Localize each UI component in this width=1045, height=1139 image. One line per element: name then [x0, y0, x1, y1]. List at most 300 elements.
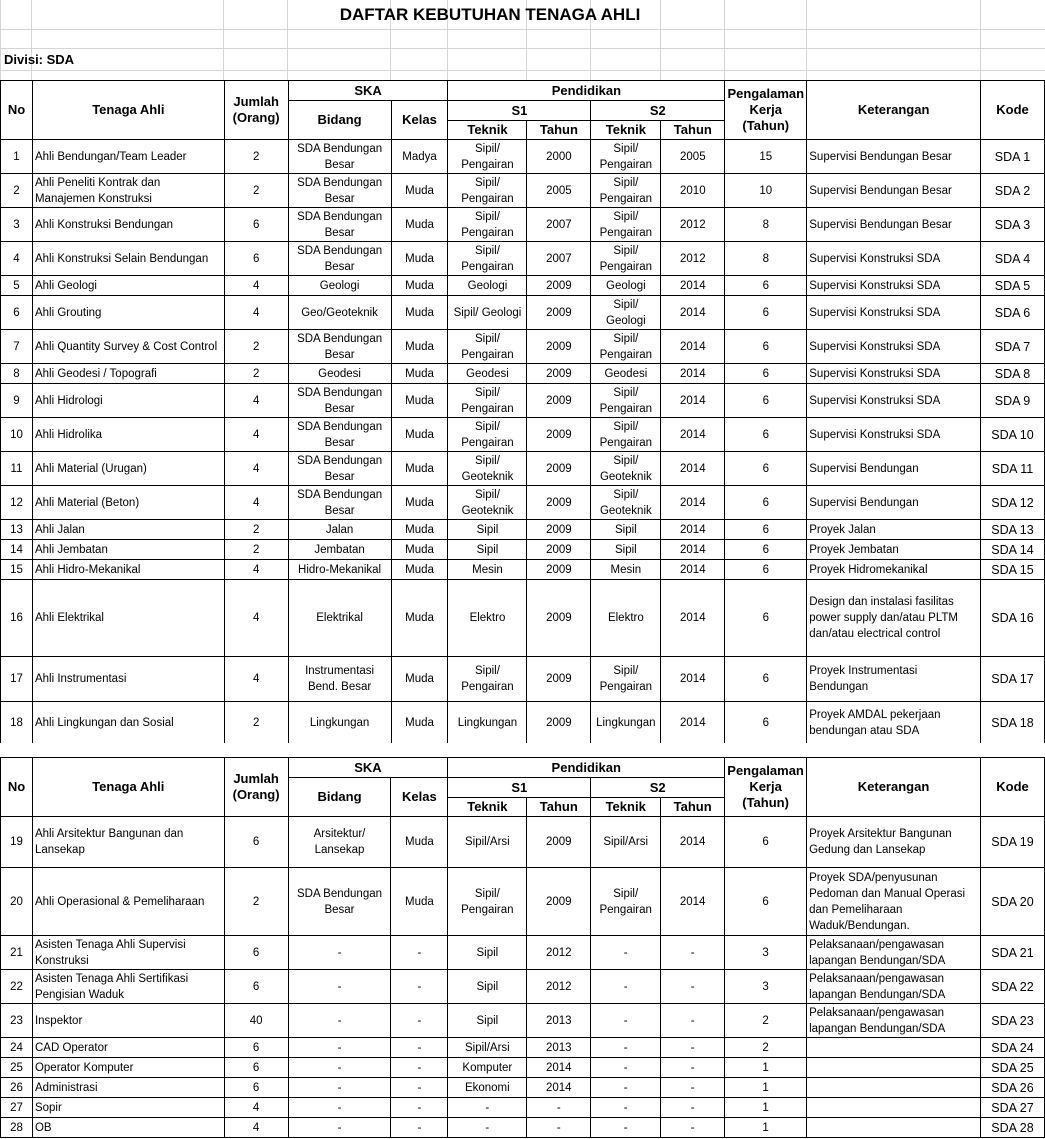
cell-keterangan[interactable]: Supervisi Bendungan [807, 486, 981, 520]
cell-tenaga-ahli[interactable]: Ahli Elektrikal [32, 580, 224, 657]
cell-jumlah[interactable]: 4 [224, 580, 288, 657]
cell-s2-teknik[interactable]: Sipil/ Pengairan [591, 208, 661, 242]
cell-keterangan[interactable] [807, 1058, 981, 1078]
cell-jumlah[interactable]: 4 [224, 1098, 288, 1118]
cell-s2-tahun[interactable]: - [661, 1078, 725, 1098]
cell-tenaga-ahli[interactable]: Ahli Quantity Survey & Cost Control [32, 330, 224, 364]
cell-kelas[interactable]: - [391, 1078, 448, 1098]
cell-s1-tahun[interactable]: 2009 [527, 418, 591, 452]
cell-tenaga-ahli[interactable]: Ahli Instrumentasi [32, 657, 224, 702]
cell-jumlah[interactable]: 6 [224, 208, 288, 242]
cell-no[interactable]: 8 [1, 364, 33, 384]
cell-s1-tahun[interactable]: 2009 [527, 868, 591, 936]
cell-s2-tahun[interactable]: 2014 [661, 540, 725, 560]
cell-keterangan[interactable]: Proyek Hidromekanikal [807, 560, 981, 580]
cell-tenaga-ahli[interactable]: Ahli Jalan [32, 520, 224, 540]
cell-no[interactable]: 27 [1, 1098, 33, 1118]
cell-pengalaman[interactable]: 1 [725, 1098, 807, 1118]
cell-jumlah[interactable]: 4 [224, 296, 288, 330]
cell-bidang[interactable]: SDA Bendungan Besar [288, 452, 391, 486]
cell-kode[interactable]: SDA 2 [980, 174, 1044, 208]
cell-bidang[interactable]: Geodesi [288, 364, 391, 384]
cell-kode[interactable]: SDA 13 [980, 520, 1044, 540]
cell-no[interactable]: 18 [1, 702, 33, 744]
cell-pengalaman[interactable]: 6 [725, 657, 807, 702]
cell-bidang[interactable]: Lingkungan [288, 702, 391, 744]
header-ska[interactable]: SKA [288, 81, 448, 101]
header-tenaga-ahli[interactable]: Tenaga Ahli [32, 758, 224, 817]
cell-s1-tahun[interactable]: 2009 [527, 657, 591, 702]
cell-kelas[interactable]: Muda [391, 868, 448, 936]
cell-s1-tahun[interactable]: 2009 [527, 276, 591, 296]
cell-s1-tahun[interactable]: 2009 [527, 702, 591, 744]
cell-s1-tahun[interactable]: 2007 [527, 208, 591, 242]
cell-s2-tahun[interactable]: 2014 [661, 868, 725, 936]
header-kode[interactable]: Kode [980, 81, 1044, 140]
cell-bidang[interactable]: SDA Bendungan Besar [288, 174, 391, 208]
cell-keterangan[interactable]: Proyek AMDAL pekerjaan bendungan atau SDA [807, 702, 981, 744]
cell-pengalaman[interactable]: 6 [725, 817, 807, 868]
cell-kelas[interactable]: - [391, 1058, 448, 1078]
cell-s2-tahun[interactable]: - [661, 936, 725, 970]
cell-jumlah[interactable]: 4 [224, 276, 288, 296]
cell-s1-tahun[interactable]: - [527, 1098, 591, 1118]
cell-bidang[interactable]: Hidro-Mekanikal [288, 560, 391, 580]
cell-tenaga-ahli[interactable]: Ahli Konstruksi Bendungan [32, 208, 224, 242]
header-keterangan[interactable]: Keterangan [807, 758, 981, 817]
cell-s1-tahun[interactable]: 2009 [527, 540, 591, 560]
cell-kelas[interactable]: Muda [391, 560, 448, 580]
cell-s1-tahun[interactable]: 2005 [527, 174, 591, 208]
cell-s2-tahun[interactable]: 2012 [661, 242, 725, 276]
cell-s1-teknik[interactable]: Sipil [448, 520, 527, 540]
cell-kode[interactable]: SDA 18 [980, 702, 1044, 744]
cell-no[interactable]: 2 [1, 174, 33, 208]
cell-kelas[interactable]: - [391, 1038, 448, 1058]
cell-no[interactable]: 7 [1, 330, 33, 364]
cell-s2-tahun[interactable]: 2014 [661, 486, 725, 520]
cell-jumlah[interactable]: 4 [224, 384, 288, 418]
cell-no[interactable]: 23 [1, 1004, 33, 1038]
cell-pengalaman[interactable]: 6 [725, 560, 807, 580]
cell-tenaga-ahli[interactable]: Ahli Geologi [32, 276, 224, 296]
header-s2-tahun[interactable]: Tahun [661, 798, 725, 817]
cell-jumlah[interactable]: 4 [224, 1118, 288, 1138]
cell-jumlah[interactable]: 4 [224, 657, 288, 702]
cell-keterangan[interactable]: Supervisi Konstruksi SDA [807, 276, 981, 296]
cell-s1-teknik[interactable]: Sipil/ Pengairan [448, 868, 527, 936]
cell-s1-tahun[interactable]: 2009 [527, 296, 591, 330]
cell-s1-teknik[interactable]: Sipil/ Pengairan [448, 174, 527, 208]
cell-bidang[interactable]: SDA Bendungan Besar [288, 208, 391, 242]
header-pendidikan[interactable]: Pendidikan [448, 81, 725, 101]
cell-s1-tahun[interactable]: 2009 [527, 330, 591, 364]
cell-s2-tahun[interactable]: - [661, 970, 725, 1004]
cell-jumlah[interactable]: 4 [224, 418, 288, 452]
cell-s2-teknik[interactable]: Sipil/ Pengairan [591, 657, 661, 702]
cell-s2-teknik[interactable]: Sipil [591, 540, 661, 560]
cell-no[interactable]: 21 [1, 936, 33, 970]
cell-s1-tahun[interactable]: 2000 [527, 140, 591, 174]
cell-pengalaman[interactable]: 6 [725, 868, 807, 936]
cell-kelas[interactable]: Muda [391, 702, 448, 744]
cell-kelas[interactable]: Muda [391, 330, 448, 364]
cell-kelas[interactable]: - [391, 1004, 448, 1038]
cell-s1-teknik[interactable]: Komputer [448, 1058, 527, 1078]
cell-tenaga-ahli[interactable]: CAD Operator [32, 1038, 224, 1058]
cell-kelas[interactable]: Muda [391, 817, 448, 868]
cell-tenaga-ahli[interactable]: Sopir [32, 1098, 224, 1118]
cell-bidang[interactable]: - [288, 970, 391, 1004]
cell-s2-teknik[interactable]: Sipil [591, 520, 661, 540]
cell-kode[interactable]: SDA 12 [980, 486, 1044, 520]
cell-keterangan[interactable]: Supervisi Konstruksi SDA [807, 418, 981, 452]
cell-jumlah[interactable]: 4 [224, 560, 288, 580]
cell-keterangan[interactable] [807, 1078, 981, 1098]
cell-s2-teknik[interactable]: Elektro [591, 580, 661, 657]
cell-pengalaman[interactable]: 8 [725, 208, 807, 242]
header-jumlah[interactable]: Jumlah (Orang) [224, 81, 288, 140]
cell-tenaga-ahli[interactable]: Ahli Hidrologi [32, 384, 224, 418]
header-bidang[interactable]: Bidang [288, 778, 391, 817]
header-s2-teknik[interactable]: Teknik [591, 121, 661, 140]
header-s1-teknik[interactable]: Teknik [448, 121, 527, 140]
cell-pengalaman[interactable]: 2 [725, 1004, 807, 1038]
cell-no[interactable]: 26 [1, 1078, 33, 1098]
cell-pengalaman[interactable]: 6 [725, 702, 807, 744]
cell-jumlah[interactable]: 2 [224, 364, 288, 384]
cell-s1-teknik[interactable]: Elektro [448, 580, 527, 657]
header-ska[interactable]: SKA [288, 758, 448, 778]
cell-jumlah[interactable]: 4 [224, 452, 288, 486]
cell-tenaga-ahli[interactable]: Ahli Peneliti Kontrak dan Manajemen Konstruksi [32, 174, 224, 208]
cell-tenaga-ahli[interactable]: Inspektor [32, 1004, 224, 1038]
cell-pengalaman[interactable]: 1 [725, 1118, 807, 1138]
cell-pengalaman[interactable]: 6 [725, 418, 807, 452]
cell-s2-teknik[interactable]: - [591, 1118, 661, 1138]
cell-jumlah[interactable]: 6 [224, 1078, 288, 1098]
cell-s1-teknik[interactable]: Sipil/ Pengairan [448, 208, 527, 242]
cell-bidang[interactable]: - [288, 1058, 391, 1078]
cell-keterangan[interactable]: Proyek SDA/penyusunan Pedoman dan Manual Operasi dan Pemeliharaan Waduk/Bendungan. [807, 868, 981, 936]
cell-s1-tahun[interactable]: 2014 [527, 1058, 591, 1078]
cell-kode[interactable]: SDA 15 [980, 560, 1044, 580]
cell-bidang[interactable]: SDA Bendungan Besar [288, 868, 391, 936]
cell-bidang[interactable]: SDA Bendungan Besar [288, 330, 391, 364]
cell-no[interactable]: 10 [1, 418, 33, 452]
cell-kelas[interactable]: - [391, 1098, 448, 1118]
cell-s2-teknik[interactable]: Sipil/ Geoteknik [591, 452, 661, 486]
cell-keterangan[interactable]: Supervisi Bendungan [807, 452, 981, 486]
cell-s1-teknik[interactable]: Lingkungan [448, 702, 527, 744]
cell-keterangan[interactable]: Supervisi Bendungan Besar [807, 174, 981, 208]
cell-kode[interactable]: SDA 9 [980, 384, 1044, 418]
cell-s2-tahun[interactable]: 2005 [661, 140, 725, 174]
cell-s1-tahun[interactable]: 2009 [527, 580, 591, 657]
cell-s2-tahun[interactable]: 2014 [661, 276, 725, 296]
cell-pengalaman[interactable]: 1 [725, 1058, 807, 1078]
cell-pengalaman[interactable]: 6 [725, 580, 807, 657]
cell-keterangan[interactable]: Supervisi Konstruksi SDA [807, 364, 981, 384]
header-jumlah[interactable]: Jumlah (Orang) [224, 758, 288, 817]
cell-no[interactable]: 3 [1, 208, 33, 242]
cell-s1-teknik[interactable]: Sipil/ Geoteknik [448, 452, 527, 486]
cell-no[interactable]: 22 [1, 970, 33, 1004]
cell-kelas[interactable]: Muda [391, 486, 448, 520]
cell-bidang[interactable]: Jalan [288, 520, 391, 540]
cell-kelas[interactable]: Muda [391, 657, 448, 702]
cell-s1-tahun[interactable]: 2014 [527, 1078, 591, 1098]
cell-s2-teknik[interactable]: Sipil/ Pengairan [591, 384, 661, 418]
cell-keterangan[interactable]: Pelaksanaan/pengawasan lapangan Bendungan/SDA [807, 936, 981, 970]
cell-kode[interactable]: SDA 3 [980, 208, 1044, 242]
cell-no[interactable]: 9 [1, 384, 33, 418]
cell-pengalaman[interactable]: 6 [725, 520, 807, 540]
cell-jumlah[interactable]: 2 [224, 174, 288, 208]
header-tenaga-ahli[interactable]: Tenaga Ahli [32, 81, 224, 140]
cell-kelas[interactable]: Muda [391, 384, 448, 418]
cell-no[interactable]: 28 [1, 1118, 33, 1138]
cell-s1-teknik[interactable]: Sipil [448, 936, 527, 970]
cell-kelas[interactable]: - [391, 1118, 448, 1138]
cell-s1-teknik[interactable]: Geodesi [448, 364, 527, 384]
cell-s2-teknik[interactable]: Sipil/ Pengairan [591, 330, 661, 364]
cell-jumlah[interactable]: 2 [224, 520, 288, 540]
cell-keterangan[interactable]: Supervisi Konstruksi SDA [807, 296, 981, 330]
cell-keterangan[interactable]: Pelaksanaan/pengawasan lapangan Bendungan/SDA [807, 1004, 981, 1038]
cell-tenaga-ahli[interactable]: Ahli Hidrolika [32, 418, 224, 452]
cell-keterangan[interactable]: Design dan instalasi fasilitas power supply dan/atau PLTM dan/atau electrical control [807, 580, 981, 657]
cell-s1-teknik[interactable]: Sipil/ Geoteknik [448, 486, 527, 520]
cell-s2-teknik[interactable]: Sipil/ Pengairan [591, 418, 661, 452]
cell-kode[interactable]: SDA 11 [980, 452, 1044, 486]
cell-bidang[interactable]: - [288, 936, 391, 970]
cell-kode[interactable]: SDA 19 [980, 817, 1044, 868]
cell-no[interactable]: 25 [1, 1058, 33, 1078]
cell-keterangan[interactable]: Proyek Arsitektur Bangunan Gedung dan Lansekap [807, 817, 981, 868]
cell-s2-tahun[interactable]: 2014 [661, 418, 725, 452]
cell-no[interactable]: 20 [1, 868, 33, 936]
header-kode[interactable]: Kode [980, 758, 1044, 817]
cell-tenaga-ahli[interactable]: Ahli Material (Beton) [32, 486, 224, 520]
cell-kode[interactable]: SDA 21 [980, 936, 1044, 970]
cell-kelas[interactable]: Muda [391, 540, 448, 560]
cell-tenaga-ahli[interactable]: Ahli Geodesi / Topografi [32, 364, 224, 384]
cell-s1-tahun[interactable]: - [527, 1118, 591, 1138]
cell-pengalaman[interactable]: 3 [725, 970, 807, 1004]
cell-keterangan[interactable]: Supervisi Konstruksi SDA [807, 242, 981, 276]
cell-keterangan[interactable]: Supervisi Konstruksi SDA [807, 330, 981, 364]
cell-no[interactable]: 19 [1, 817, 33, 868]
cell-jumlah[interactable]: 2 [224, 140, 288, 174]
cell-s2-tahun[interactable]: - [661, 1004, 725, 1038]
cell-s2-tahun[interactable]: 2014 [661, 452, 725, 486]
cell-s2-teknik[interactable]: Lingkungan [591, 702, 661, 744]
cell-tenaga-ahli[interactable]: Ahli Operasional & Pemeliharaan [32, 868, 224, 936]
cell-kelas[interactable]: Muda [391, 174, 448, 208]
cell-tenaga-ahli[interactable]: Ahli Arsitektur Bangunan dan Lansekap [32, 817, 224, 868]
cell-no[interactable]: 17 [1, 657, 33, 702]
cell-s2-teknik[interactable]: - [591, 1098, 661, 1118]
cell-kode[interactable]: SDA 6 [980, 296, 1044, 330]
header-s2-tahun[interactable]: Tahun [661, 121, 725, 140]
cell-jumlah[interactable]: 6 [224, 970, 288, 1004]
cell-tenaga-ahli[interactable]: Asisten Tenaga Ahli Supervisi Konstruksi [32, 936, 224, 970]
cell-jumlah[interactable]: 2 [224, 540, 288, 560]
divisi-label[interactable]: Divisi: SDA [4, 52, 75, 67]
cell-bidang[interactable]: Elektrikal [288, 580, 391, 657]
header-s2[interactable]: S2 [591, 101, 725, 121]
cell-jumlah[interactable]: 6 [224, 817, 288, 868]
cell-s1-teknik[interactable]: Sipil/ Pengairan [448, 242, 527, 276]
cell-bidang[interactable]: - [288, 1004, 391, 1038]
cell-jumlah[interactable]: 6 [224, 1058, 288, 1078]
cell-s1-teknik[interactable]: Sipil/ Pengairan [448, 140, 527, 174]
cell-s2-tahun[interactable]: 2014 [661, 817, 725, 868]
cell-bidang[interactable]: SDA Bendungan Besar [288, 140, 391, 174]
cell-bidang[interactable]: - [288, 1078, 391, 1098]
cell-kode[interactable]: SDA 5 [980, 276, 1044, 296]
cell-tenaga-ahli[interactable]: Administrasi [32, 1078, 224, 1098]
cell-pengalaman[interactable]: 6 [725, 540, 807, 560]
cell-tenaga-ahli[interactable]: OB [32, 1118, 224, 1138]
cell-s2-teknik[interactable]: - [591, 1004, 661, 1038]
cell-s2-tahun[interactable]: 2014 [661, 560, 725, 580]
cell-no[interactable]: 24 [1, 1038, 33, 1058]
cell-s2-tahun[interactable]: 2014 [661, 364, 725, 384]
cell-no[interactable]: 16 [1, 580, 33, 657]
cell-bidang[interactable]: Geo/Geoteknik [288, 296, 391, 330]
cell-s2-teknik[interactable]: - [591, 936, 661, 970]
cell-kode[interactable]: SDA 22 [980, 970, 1044, 1004]
cell-pengalaman[interactable]: 2 [725, 1038, 807, 1058]
cell-s2-teknik[interactable]: Sipil/ Pengairan [591, 174, 661, 208]
cell-bidang[interactable]: SDA Bendungan Besar [288, 486, 391, 520]
cell-s1-tahun[interactable]: 2009 [527, 560, 591, 580]
cell-bidang[interactable]: - [288, 1118, 391, 1138]
cell-s2-tahun[interactable]: - [661, 1058, 725, 1078]
cell-no[interactable]: 13 [1, 520, 33, 540]
header-s1-tahun[interactable]: Tahun [527, 798, 591, 817]
cell-kode[interactable]: SDA 20 [980, 868, 1044, 936]
cell-kelas[interactable]: Muda [391, 208, 448, 242]
header-no[interactable]: No [1, 758, 33, 817]
cell-s2-tahun[interactable]: 2014 [661, 296, 725, 330]
cell-kelas[interactable]: Muda [391, 276, 448, 296]
cell-s2-tahun[interactable]: - [661, 1038, 725, 1058]
header-s1[interactable]: S1 [448, 778, 591, 798]
cell-kelas[interactable]: Muda [391, 452, 448, 486]
cell-s2-teknik[interactable]: - [591, 1078, 661, 1098]
cell-keterangan[interactable]: Supervisi Bendungan Besar [807, 140, 981, 174]
cell-kode[interactable]: SDA 23 [980, 1004, 1044, 1038]
cell-kode[interactable]: SDA 28 [980, 1118, 1044, 1138]
cell-tenaga-ahli[interactable]: Operator Komputer [32, 1058, 224, 1078]
cell-s2-teknik[interactable]: Sipil/ Pengairan [591, 242, 661, 276]
cell-s2-tahun[interactable]: 2010 [661, 174, 725, 208]
cell-jumlah[interactable]: 2 [224, 330, 288, 364]
cell-s1-teknik[interactable]: Sipil/ Pengairan [448, 330, 527, 364]
cell-pengalaman[interactable]: 6 [725, 330, 807, 364]
cell-keterangan[interactable]: Supervisi Bendungan Besar [807, 208, 981, 242]
cell-s1-tahun[interactable]: 2009 [527, 486, 591, 520]
header-s2-teknik[interactable]: Teknik [591, 798, 661, 817]
cell-s1-teknik[interactable]: Sipil/ Pengairan [448, 384, 527, 418]
cell-bidang[interactable]: SDA Bendungan Besar [288, 418, 391, 452]
cell-s1-teknik[interactable]: Sipil [448, 1004, 527, 1038]
cell-s2-tahun[interactable]: 2014 [661, 580, 725, 657]
cell-pengalaman[interactable]: 6 [725, 384, 807, 418]
cell-tenaga-ahli[interactable]: Ahli Lingkungan dan Sosial [32, 702, 224, 744]
cell-s1-tahun[interactable]: 2009 [527, 384, 591, 418]
cell-bidang[interactable]: - [288, 1098, 391, 1118]
cell-pengalaman[interactable]: 8 [725, 242, 807, 276]
cell-jumlah[interactable]: 4 [224, 486, 288, 520]
cell-s1-teknik[interactable]: Sipil/Arsi [448, 817, 527, 868]
cell-pengalaman[interactable]: 3 [725, 936, 807, 970]
cell-s2-teknik[interactable]: Sipil/ Geologi [591, 296, 661, 330]
cell-tenaga-ahli[interactable]: Ahli Jembatan [32, 540, 224, 560]
cell-s2-teknik[interactable]: Sipil/Arsi [591, 817, 661, 868]
cell-tenaga-ahli[interactable]: Ahli Grouting [32, 296, 224, 330]
cell-kelas[interactable]: - [391, 936, 448, 970]
cell-jumlah[interactable]: 40 [224, 1004, 288, 1038]
cell-bidang[interactable]: SDA Bendungan Besar [288, 242, 391, 276]
cell-jumlah[interactable]: 6 [224, 1038, 288, 1058]
cell-kelas[interactable]: Madya [391, 140, 448, 174]
cell-pengalaman[interactable]: 15 [725, 140, 807, 174]
header-s1[interactable]: S1 [448, 101, 591, 121]
cell-jumlah[interactable]: 2 [224, 702, 288, 744]
cell-kelas[interactable]: Muda [391, 242, 448, 276]
cell-s2-teknik[interactable]: Sipil/ Pengairan [591, 868, 661, 936]
cell-s1-tahun[interactable]: 2012 [527, 936, 591, 970]
cell-jumlah[interactable]: 6 [224, 936, 288, 970]
cell-kelas[interactable]: Muda [391, 418, 448, 452]
cell-tenaga-ahli[interactable]: Asisten Tenaga Ahli Sertifikasi Pengisian Waduk [32, 970, 224, 1004]
cell-no[interactable]: 12 [1, 486, 33, 520]
header-s1-teknik[interactable]: Teknik [448, 798, 527, 817]
cell-s1-tahun[interactable]: 2013 [527, 1004, 591, 1038]
cell-pengalaman[interactable]: 10 [725, 174, 807, 208]
cell-pengalaman[interactable]: 6 [725, 276, 807, 296]
cell-kelas[interactable]: Muda [391, 364, 448, 384]
cell-s2-tahun[interactable]: 2014 [661, 657, 725, 702]
cell-bidang[interactable]: Instrumentasi Bend. Besar [288, 657, 391, 702]
cell-s2-tahun[interactable]: - [661, 1118, 725, 1138]
cell-s1-teknik[interactable]: - [448, 1118, 527, 1138]
cell-s1-teknik[interactable]: Sipil [448, 540, 527, 560]
cell-s2-teknik[interactable]: Sipil/ Pengairan [591, 140, 661, 174]
cell-kode[interactable]: SDA 7 [980, 330, 1044, 364]
cell-no[interactable]: 14 [1, 540, 33, 560]
cell-bidang[interactable]: Arsitektur/ Lansekap [288, 817, 391, 868]
cell-pengalaman[interactable]: 6 [725, 486, 807, 520]
cell-s2-teknik[interactable]: - [591, 1038, 661, 1058]
cell-keterangan[interactable]: Supervisi Konstruksi SDA [807, 384, 981, 418]
cell-s1-tahun[interactable]: 2007 [527, 242, 591, 276]
header-kelas[interactable]: Kelas [391, 101, 448, 140]
header-s2[interactable]: S2 [591, 778, 725, 798]
cell-jumlah[interactable]: 2 [224, 868, 288, 936]
cell-s1-teknik[interactable]: - [448, 1098, 527, 1118]
cell-keterangan[interactable]: Proyek Jalan [807, 520, 981, 540]
page-title[interactable]: DAFTAR KEBUTUHAN TENAGA AHLI [339, 4, 641, 24]
cell-kode[interactable]: SDA 27 [980, 1098, 1044, 1118]
cell-s1-teknik[interactable]: Sipil [448, 970, 527, 1004]
cell-s1-tahun[interactable]: 2009 [527, 452, 591, 486]
cell-no[interactable]: 5 [1, 276, 33, 296]
